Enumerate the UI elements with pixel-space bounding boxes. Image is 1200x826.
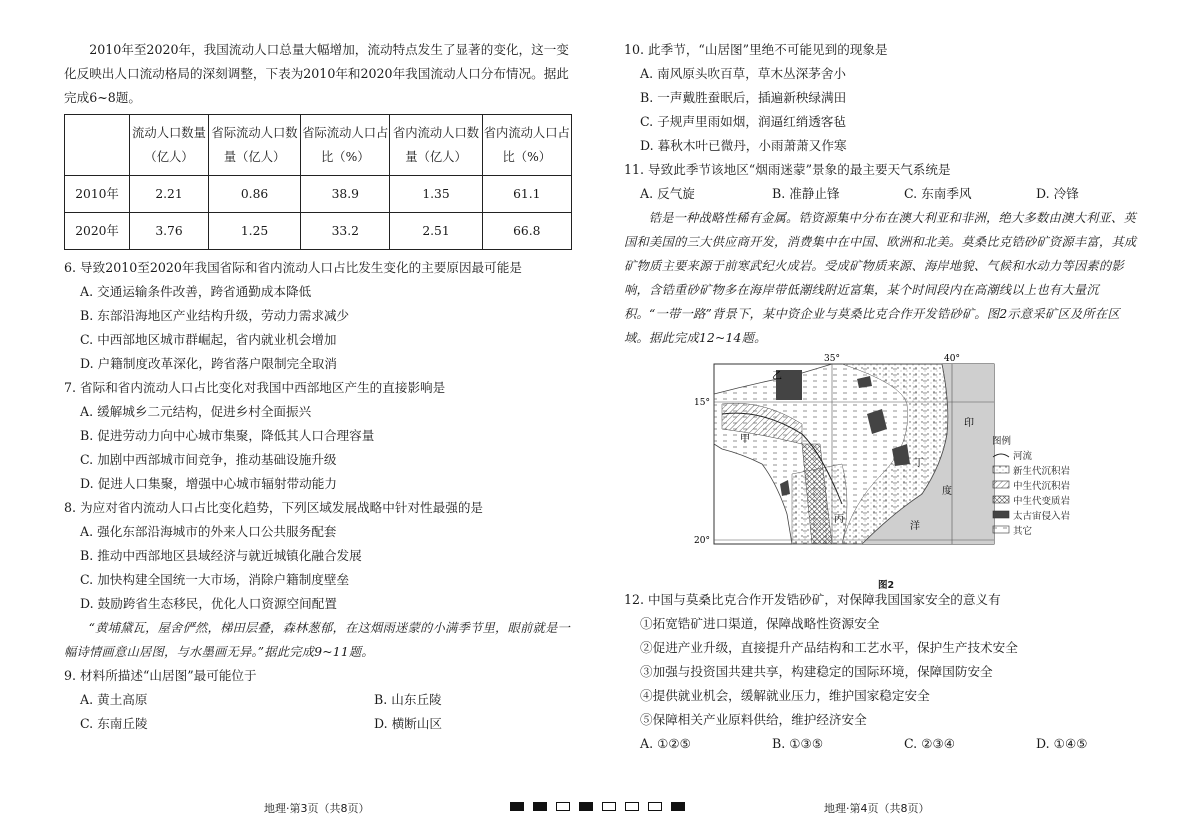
intro-passage: 2010年至2020年，我国流动人口总量大幅增加，流动特点发生了显著的变化，这一变化反映出人口流动格局的深刻调整，下表为2010年和2020年我国流动人口分布情况。据此完成6~8题。 [64,42,569,105]
legend-item-mesozoic-sed [992,479,1070,494]
passage-shanjutu: “黄埔黛瓦，屋舍俨然，梯田层叠，森林葱郁，在这烟雨迷蒙的小满季节里，眼前就是一幅诗情画意山居图，与水墨画无异。”据此完成9~11题。 [64,621,570,659]
q10-option-a: A. 南风原头吹百草，草木丛深茅舍小 [640,66,847,81]
page-indicator-boxes [510,802,685,811]
legend-label: 中生代沉积岩 [1013,481,1071,492]
table-cell: 1.35 [390,176,482,213]
q8-option-b: B. 推动中西部地区县域经济与就近城镇化融合发展 [80,548,362,563]
q9-options-row1 [64,688,576,712]
table-header-row [65,115,572,176]
legend-item-other [992,524,1070,539]
table-header-cell: 省内流动人口数量（亿人） [390,115,482,176]
place-label-jia: 甲 [740,434,750,445]
legend-label: 太古宙侵入岩 [1013,511,1071,522]
table-cell: 33.2 [301,213,390,250]
q8-option-d: D. 鼓励跨省生态移民，优化人口资源空间配置 [80,596,337,611]
dash-swatch [992,525,1010,534]
q12-options [624,732,1140,756]
legend-item-mesozoic-meta [992,494,1070,509]
lon-label-40: 40° [944,354,960,364]
map-legend [992,434,1070,539]
lon-label-35: 35° [824,354,840,364]
q11-option-c: C. 东南季风 [904,186,972,201]
q12-item-3: ③加强与投资国共建共享，构建稳定的国际环境，保障国防安全 [640,664,993,679]
place-label-ding: 丁 [914,458,924,469]
q8-option-c: C. 加快构建全国统一大市场，消除户籍制度壁垒 [80,572,350,587]
page-indicator-box [602,802,616,811]
q6-option-c: C. 中西部地区城市群崛起，省内就业机会增加 [80,332,337,347]
page-indicator-box [648,802,662,811]
page-indicator-box [533,802,547,811]
question-6: 6. 导致2010至2020年我国省际和省内流动人口占比发生变化的主要原因最可能是 [64,260,522,275]
legend-label: 河流 [1013,451,1033,462]
legend-label: 新生代沉积岩 [1013,466,1071,477]
q7-option-b: B. 促进劳动力向中心城市集聚，降低其人口合理容量 [80,428,375,443]
right-column [624,38,1140,756]
q6-option-d: D. 户籍制度改革深化，跨省落户限制完全取消 [80,356,337,371]
table-cell: 1.25 [209,213,301,250]
solid-swatch [992,510,1010,519]
table-header-cell: 流动人口数量（亿人） [130,115,209,176]
ocean-label-yin: 印 [964,418,974,429]
legend-label: 中生代变质岩 [1013,496,1071,507]
table-cell: 61.1 [482,176,571,213]
figure-2-container [624,350,1140,591]
page-indicator-box [510,802,524,811]
page-indicator-box [625,802,639,811]
table-row [65,213,572,250]
table-cell: 3.76 [130,213,209,250]
q12-option-d: D. ①④⑤ [1036,736,1088,751]
footer-page-4: 地理·第4页（共8页） [824,802,930,815]
q9-option-a: A. 黄土高原 [80,692,148,707]
migration-table [64,114,572,250]
table-header-cell: 省内流动人口占比（%） [482,115,571,176]
q12-item-4: ④提供就业机会，缓解就业压力，维护国家稳定安全 [640,688,930,703]
legend-title: 图例 [992,436,1012,447]
lat-label-20: 20° [694,536,710,546]
passage-zircon: 锆是一种战略性稀有金属。锆资源集中分布在澳大利亚和非洲，绝大多数由澳大利亚、英国和美国的三大供应商开发，消费集中在中国、欧洲和北美。莫桑比克锆砂矿资源丰富，其成矿物质主要来源于前寒武纪火成岩。受成矿物质来源、海岸地貌、气候和水动力等因素的影响，含锆重砂矿物多在海岸带低潮线附近富集，某个时间段内在高潮线以上也有大量沉积。“一带一路”背景下，某中资企业与莫桑比克合作开发锆砂矿。图2示意采矿区及所在区域。据此完成12~14题。 [624,211,1137,345]
hatch-swatch [992,480,1010,489]
table-header-cell [65,115,130,176]
q10-option-b: B. 一声戴胜蚕眠后，插遍新秧绿满田 [640,90,847,105]
table-cell: 2.21 [130,176,209,213]
question-7: 7. 省际和省内流动人口占比变化对我国中西部地区产生的直接影响是 [64,380,446,395]
q9-option-b: B. 山东丘陵 [374,692,442,707]
q9-option-d: D. 横断山区 [374,716,443,731]
q8-option-a: A. 强化东部沿海城市的外来人口公共服务配套 [80,524,337,539]
river-swatch [992,451,1010,459]
q12-option-b: B. ①③⑤ [772,736,824,751]
q12-item-5: ⑤保障相关产业原料供给，维护经济安全 [640,712,867,727]
question-9: 9. 材料所描述“山居图”最可能位于 [64,668,257,683]
q7-option-d: D. 促进人口集聚，增强中心城市辐射带动能力 [80,476,337,491]
q12-option-c: C. ②③④ [904,736,956,751]
ocean-label-du: 度 [942,486,952,497]
left-column [64,38,576,736]
table-cell: 38.9 [301,176,390,213]
dots-swatch [992,465,1010,474]
page-indicator-box [579,802,593,811]
footer-page-3: 地理·第3页（共8页） [264,802,370,815]
legend-item-archean [992,509,1070,524]
legend-item-river [992,449,1070,464]
q11-option-a: A. 反气旋 [640,186,695,201]
question-8: 8. 为应对省内流动人口占比变化趋势，下列区域发展战略中针对性最强的是 [64,500,484,515]
q7-option-a: A. 缓解城乡二元结构，促进乡村全面振兴 [80,404,312,419]
ocean-label-yang: 洋 [910,521,920,532]
cross-swatch [992,495,1010,504]
question-10: 10. 此季节，“山居图”里绝不可能见到的现象是 [624,42,888,57]
q11-options [624,182,1140,206]
table-header-cell: 省际流动人口占比（%） [301,115,390,176]
q9-options-row2 [64,712,576,736]
table-cell: 0.86 [209,176,301,213]
q10-option-c: C. 子规声里雨如烟，润逼红绡透客毡 [640,114,847,129]
page-indicator-box [556,802,570,811]
q7-option-c: C. 加剧中西部城市间竞争，推动基础设施升级 [80,452,337,467]
q6-option-b: B. 东部沿海地区产业结构升级，劳动力需求减少 [80,308,350,323]
question-12: 12. 中国与莫桑比克合作开发锆砂矿，对保障我国国家安全的意义有 [624,592,1001,607]
place-label-bing: 丙 [834,514,844,525]
legend-item-cenozoic [992,464,1070,479]
table-header-cell: 省际流动人口数量（亿人） [209,115,301,176]
place-label-yi: 乙 [772,371,782,382]
q12-item-2: ②促进产业升级，直接提升产品结构和工艺水平，保护生产技术安全 [640,640,1018,655]
q11-option-b: B. 准静止锋 [772,186,840,201]
q6-option-a: A. 交通运输条件改善，跨省通勤成本降低 [80,284,312,299]
table-cell: 2020年 [65,213,130,250]
q11-option-d: D. 冷锋 [1036,186,1079,201]
q9-option-c: C. 东南丘陵 [80,716,148,731]
q12-option-a: A. ①②⑤ [640,736,691,751]
q10-option-d: D. 暮秋木叶已微丹，小雨萧萧又作寒 [640,138,847,153]
page-indicator-box [671,802,685,811]
lat-label-15: 15° [694,398,710,408]
q12-item-1: ①拓宽锆矿进口渠道，保障战略性资源安全 [640,616,880,631]
figure-caption: 图2 [878,580,895,591]
question-11: 11. 导致此季节该地区“烟雨迷蒙”景象的最主要天气系统是 [624,162,951,177]
legend-label: 其它 [1013,526,1033,537]
table-cell: 2.51 [390,213,482,250]
table-cell: 66.8 [482,213,571,250]
table-row [65,176,572,213]
table-cell: 2010年 [65,176,130,213]
